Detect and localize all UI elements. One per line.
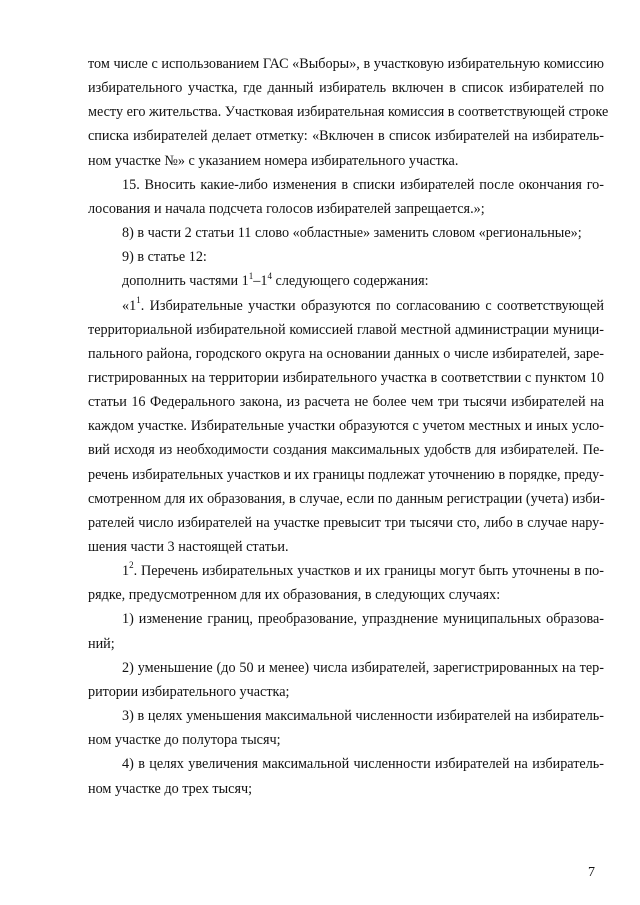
text-line: каждом участке. Избирательные участки образуются с учетом местных и иных усло-	[88, 418, 604, 435]
text-line: лосования и начала подсчета голосов избирателей запрещается.»;	[88, 200, 485, 217]
text-line: рателей число избирателей на участке превысит три тысячи сто, либо в случае нару-	[88, 514, 604, 531]
text-line: рядке, предусмотренном для их образования, в следующих случаях:	[88, 587, 501, 604]
text-line: речень избирательных участков и их границы подлежат уточнению в порядке, преду-	[88, 466, 604, 483]
text-line: территориальной избирательной комиссией главой местной администрации муници-	[88, 321, 604, 338]
text-line: гистрированных на территории избирательного участка в соответствии с пунктом 10	[88, 369, 604, 386]
text-line: 4) в целях увеличения максимальной численности избирателей на избиратель-	[122, 756, 604, 773]
text-line: месту его жительства. Участковая избирательная комиссия в соответствующей строке	[88, 104, 609, 121]
text-line: 2) уменьшение (до 50 и менее) числа избирателей, зарегистрированных на тер-	[122, 659, 604, 676]
text-line: 15. Вносить какие-либо изменения в списки избирателей после окончания го-	[122, 176, 604, 193]
text-line: 3) в целях уменьшения максимальной численности избирателей на избиратель-	[122, 708, 604, 725]
text-line: шения части 3 настоящей статьи.	[88, 539, 289, 555]
text-line: том числе с использованием ГАС «Выборы», в участковую избирательную комиссию	[88, 56, 604, 72]
text-line: смотренном для их образования, в случае, если по данным регистрации (учета) изби-	[88, 490, 605, 507]
text-line: ритории избирательного участка;	[88, 683, 290, 700]
page-number: 7	[588, 865, 595, 880]
text-line: $1^2$. Перечень избирательных участков и их границы могут быть уточнены в по-	[122, 560, 604, 580]
text-line: ний;	[88, 635, 115, 652]
text-line: 1) изменение границ, преобразование, упразднение муниципальных образова-	[122, 611, 604, 628]
text-line: дополнить частями $1^1-1^4$ следующего содержания:	[122, 270, 429, 290]
text-line: вий исходя из необходимости создания максимальных удобств для избирателей. Пе-	[88, 442, 604, 459]
text-line: ном участке до полутора тысяч;	[88, 732, 281, 749]
text-line: ном участке №» с указанием номера избирательного участка.	[88, 152, 459, 169]
text-line: списка избирателей делает отметку: «Включен в список избирателей на избиратель-	[88, 128, 604, 145]
text-line: пального района, городского округа на основании данных о числе избирателей, заре-	[88, 345, 604, 362]
text-line: ном участке до трех тысяч;	[88, 780, 253, 797]
text-line: статьи 16 Федерального закона, из расчета не более чем три тысячи избирателей на	[88, 394, 604, 411]
text-line: 9) в статье 12:	[122, 249, 207, 266]
text-line: «$1^1$. Избирательные участки образуются по согласованию с соответствующей	[122, 294, 604, 314]
text-line: избирательного участка, где данный избиратель включен в список избирателей по	[88, 80, 604, 97]
text-line: 8) в части 2 статьи 11 слово «областные» заменить словом «региональные»;	[122, 225, 582, 242]
